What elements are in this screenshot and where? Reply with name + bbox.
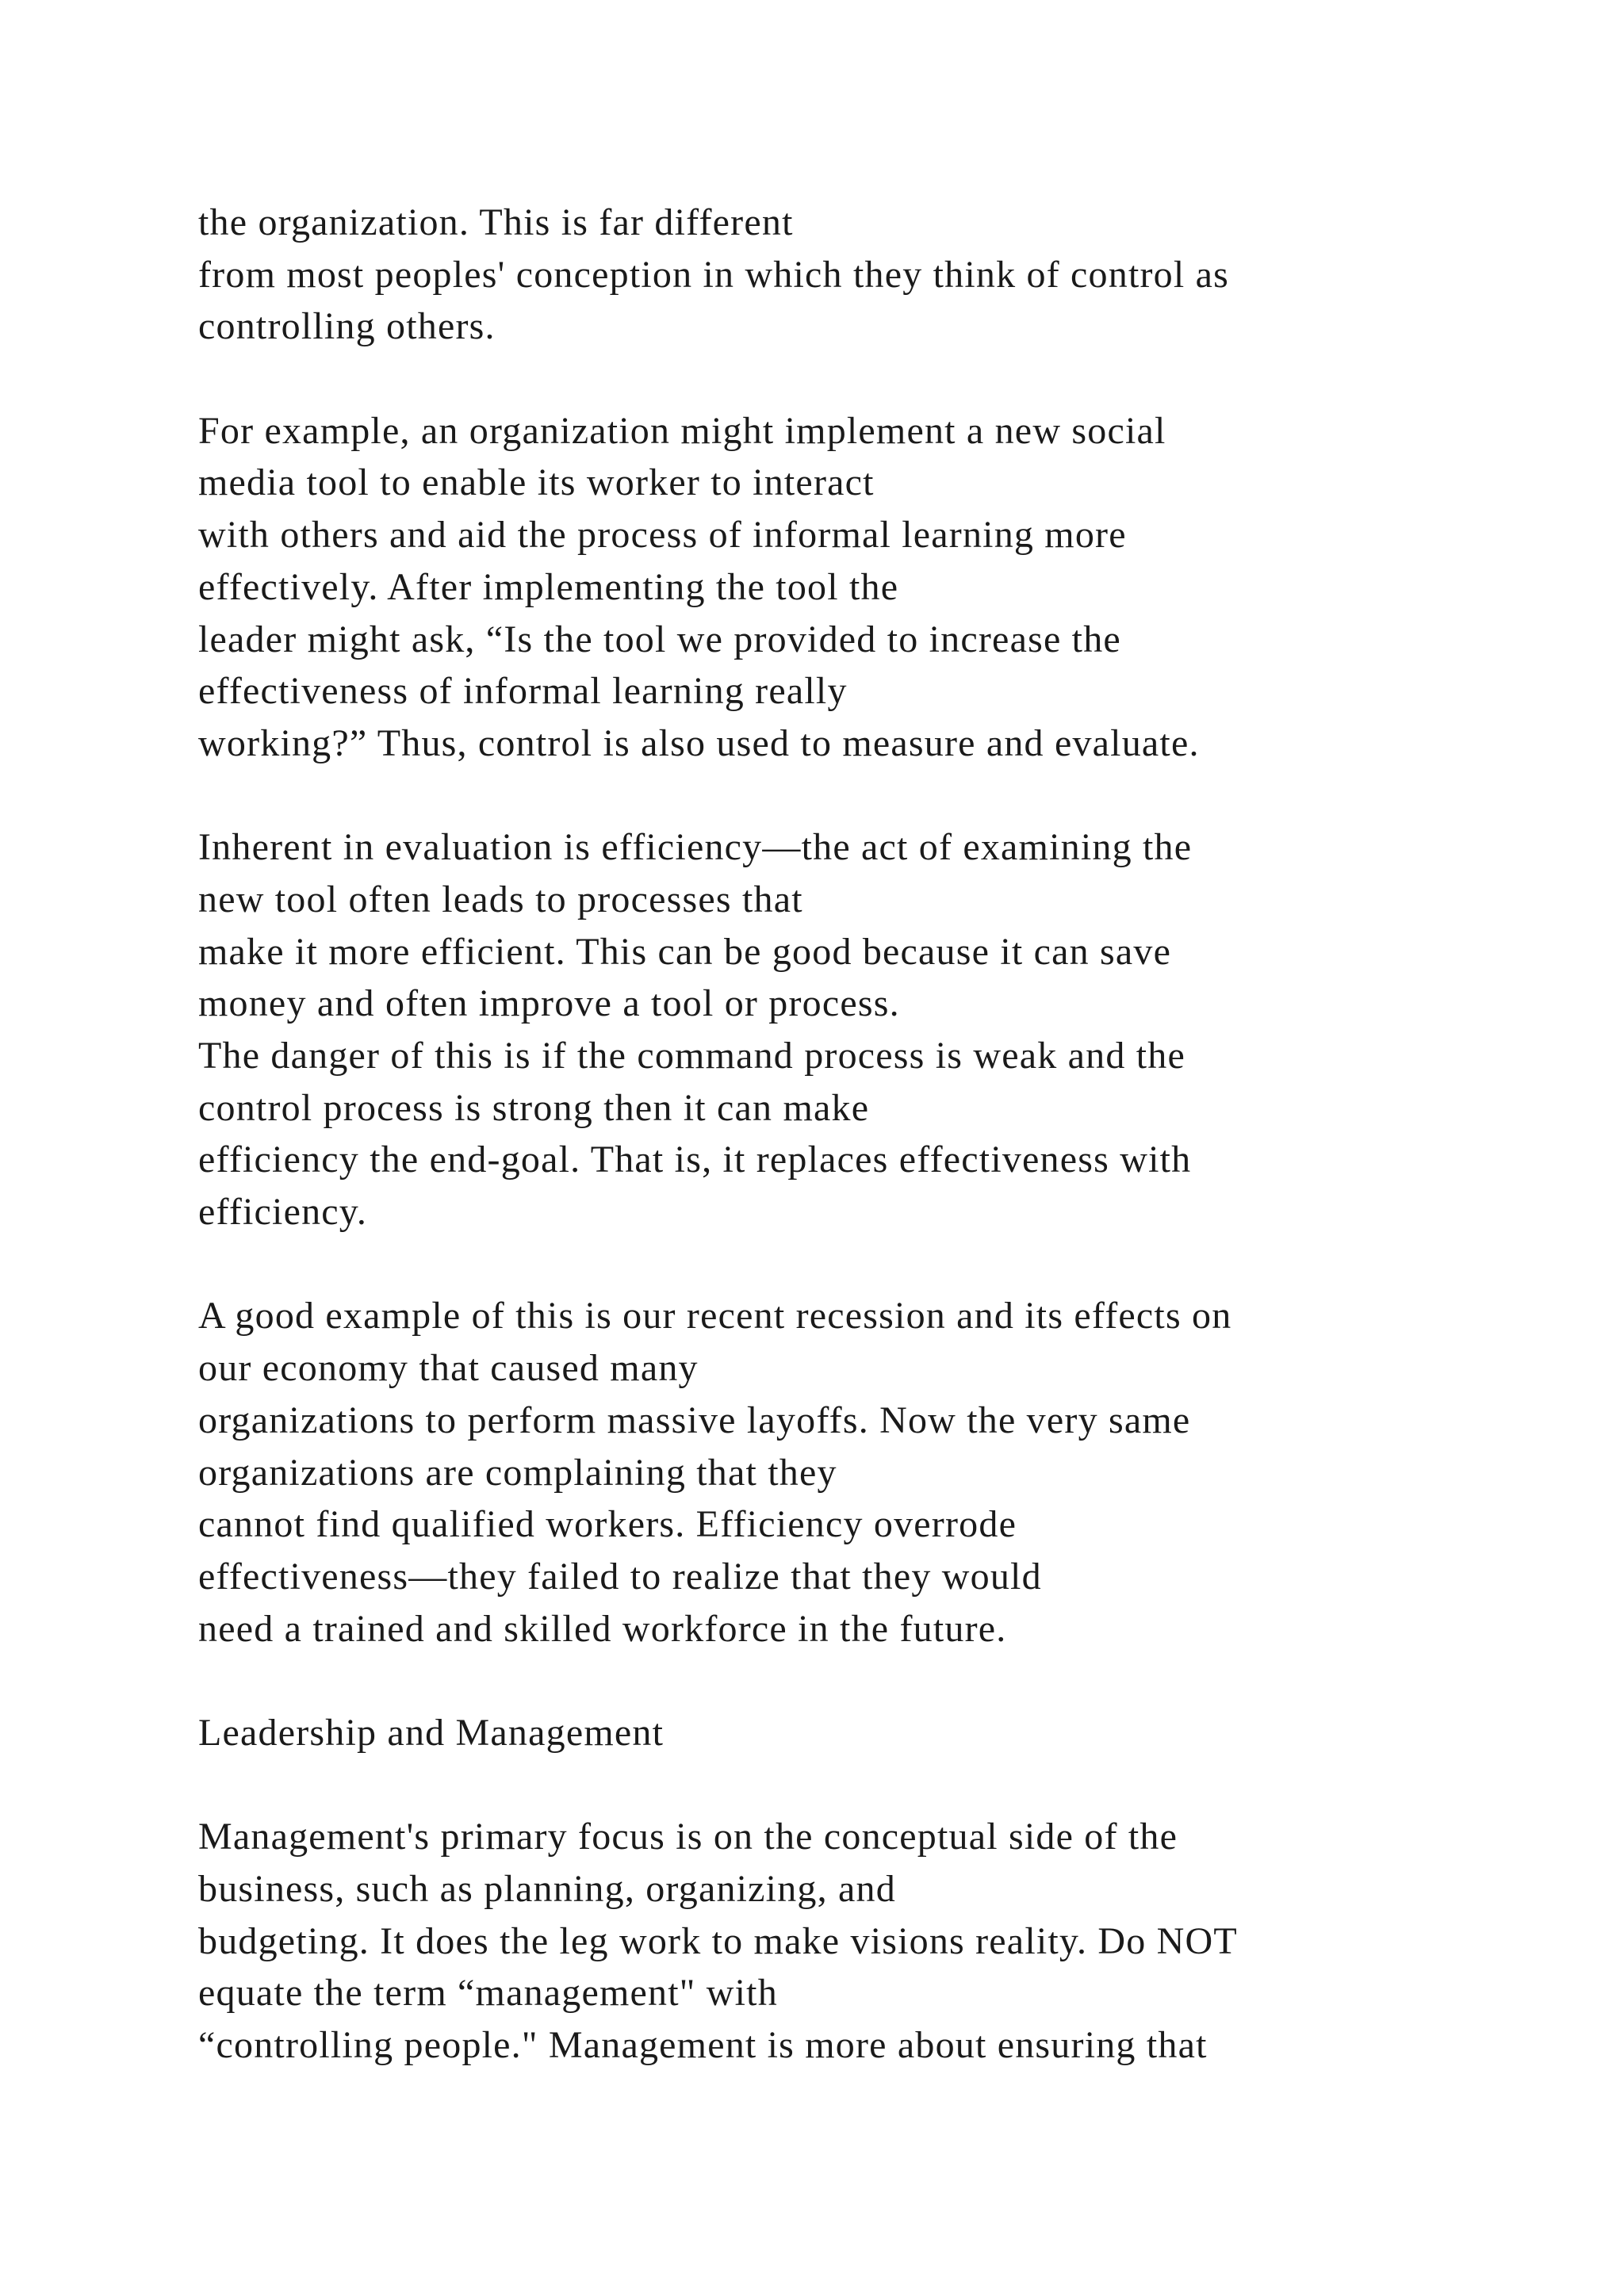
text-line: working?” Thus, control is also used to measure and evaluate. [198,721,1200,764]
text-line: efficiency. [198,1191,368,1234]
paragraph-recession-example [198,1290,1594,1655]
text-line: our economy that caused many [198,1347,699,1390]
paragraph-gap [198,1759,1594,1812]
text-line: cannot find qualified workers. Efficiency overrode [198,1503,1017,1546]
text-line: organizations are complaining that they [198,1451,837,1494]
text-line: the organization. This is far different [198,201,794,243]
text-line: For example, an organization might implement a new social [198,409,1166,452]
text-line: budgeting. It does the leg work to make visions reality. Do NOT [198,1919,1238,1962]
text-line: control process is strong then it can make [198,1086,870,1129]
text-line: leader might ask, “Is the tool we provided to increase the [198,618,1121,660]
text-line: controlling others. [198,305,496,348]
text-line: The danger of this is if the command process is weak and the [198,1035,1185,1077]
paragraph-efficiency [198,821,1594,1238]
text-line: media tool to enable its worker to interact [198,461,875,504]
text-line: A good example of this is our recent recession and its effects on [198,1295,1232,1337]
text-line: with others and aid the process of informal learning more [198,514,1127,557]
text-line: need a trained and skilled workforce in the future. [198,1607,1007,1650]
paragraph-social-media-example [198,405,1594,770]
text-line: Inherent in evaluation is efficiency—the act of examining the [198,826,1193,869]
paragraph-control-definition [198,197,1594,353]
paragraph-gap [198,770,1594,822]
text-line: effectiveness—they failed to realize that they would [198,1555,1042,1598]
text-line: effectively. After implementing the tool the [198,565,899,608]
text-line: effectiveness of informal learning really [198,670,848,713]
section-heading-text: Leadership and Management [198,1711,665,1754]
text-line: efficiency the end-goal. That is, it replaces effectiveness with [198,1138,1192,1181]
section-heading [198,1707,1594,1759]
text-line: new tool often leads to processes that [198,878,803,920]
text-line: make it more efficient. This can be good because it can save [198,930,1172,973]
document-body [198,197,1594,2072]
paragraph-gap [198,353,1594,405]
paragraph-gap [198,1238,1594,1291]
text-line: from most peoples' conception in which they think of control as [198,253,1229,296]
text-line: Management's primary focus is on the conceptual side of the [198,1816,1178,1858]
text-line: business, such as planning, organizing, and [198,1868,896,1910]
text-line: “controlling people." Management is more about ensuring that [198,2024,1208,2067]
paragraph-management-focus [198,1811,1594,2071]
text-line: equate the term “management" with [198,1972,778,2015]
paragraph-gap [198,1655,1594,1707]
text-line: money and often improve a tool or process. [198,982,900,1025]
text-line: organizations to perform massive layoffs. Now the very same [198,1399,1191,1441]
